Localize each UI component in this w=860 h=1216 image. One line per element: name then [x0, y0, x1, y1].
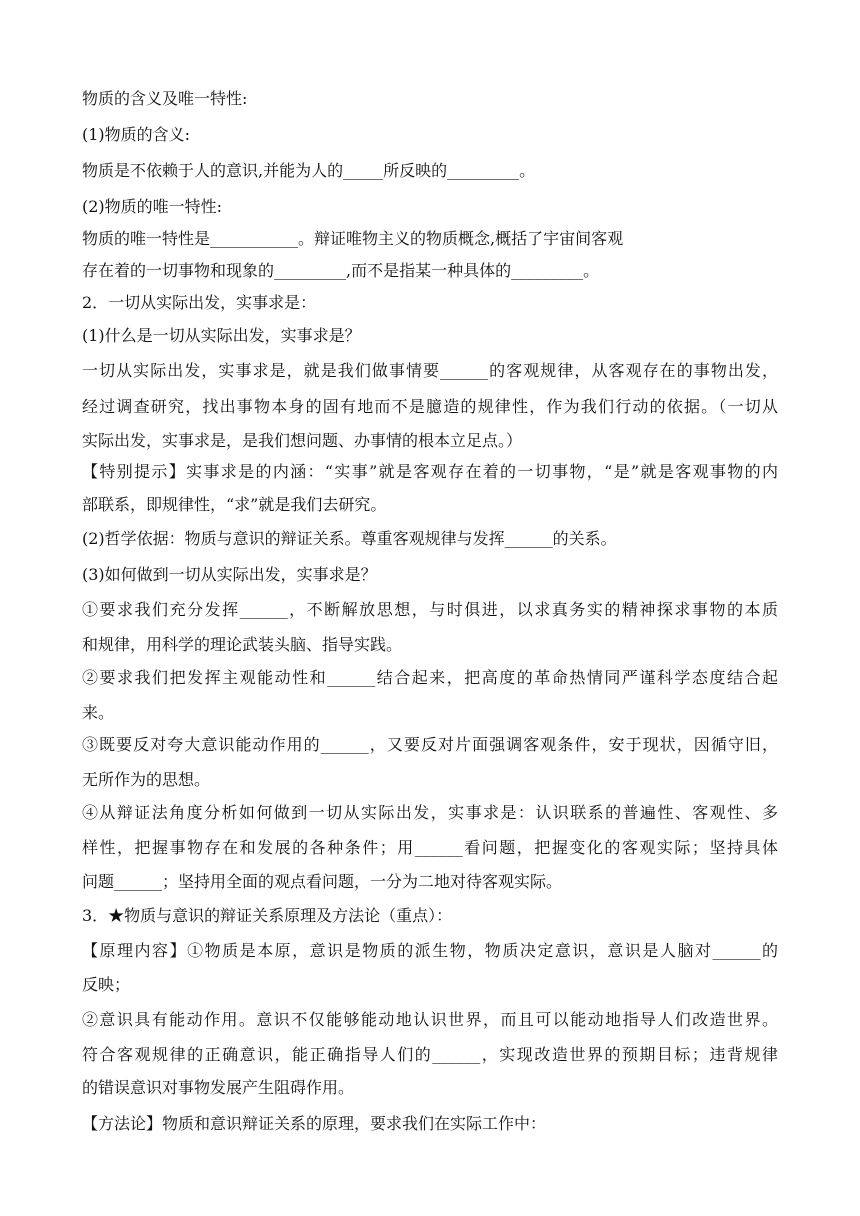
text-line: 【特别提示】实事求是的内涵：“实事”就是客观存在着的一切事物，“是”就是客观事物的内 — [82, 462, 778, 481]
text-line: (2)哲学依据：物质与意识的辩证关系。尊重客观规律与发挥______的关系。 — [82, 529, 617, 548]
text-line: 【方法论】物质和意识辩证关系的原理，要求我们在实际工作中： — [82, 1114, 547, 1133]
text-line: 样性，把握事物存在和发展的各种条件；用______看问题，把握变化的客观实际；坚持具体 — [82, 838, 778, 857]
text-line: 2．一切从实际出发，实事求是： — [82, 293, 317, 312]
text-line: ②要求我们把发挥主观能动性和______结合起来，把高度的革命热情同严谨科学态度结合起 — [82, 668, 778, 687]
text-line: 物质的含义及唯一特性: — [82, 89, 248, 108]
text-line: 和规律，用科学的理论武装头脑、指导实践。 — [82, 635, 403, 654]
text-line: ②意识具有能动作用。意识不仅能够能动地认识世界，而且可以能动地指导人们改造世界。 — [82, 1010, 778, 1029]
text-line: (1)什么是一切从实际出发，实事求是？ — [82, 326, 361, 345]
text-line: 反映； — [82, 975, 131, 994]
text-line: 实际出发，实事求是，是我们想问题、办事情的根本立足点。） — [82, 431, 523, 450]
text-line: 问题______；坚持用全面的观点看问题，一分为二地对待客观实际。 — [82, 872, 563, 891]
text-line: 一切从实际出发，实事求是，就是我们做事情要______的客观规律，从客观存在的事物出发， — [82, 361, 778, 380]
text-line: 来。 — [82, 703, 115, 722]
text-line: 的错误意识对事物发展产生阻碍作用。 — [82, 1078, 355, 1097]
text-line: 存在着的一切事物和现象的_________,而不是指某一种具体的_________。 — [82, 261, 600, 280]
text-line: (1)物质的含义: — [82, 125, 191, 144]
text-line: 经过调查研究，找出事物本身的固有地而不是臆造的规律性，作为我们行动的依据。（一切从 — [82, 397, 778, 416]
text-line: 无所作为的思想。 — [82, 770, 211, 789]
text-line: (2)物质的唯一特性: — [82, 197, 223, 216]
text-line: 【原理内容】①物质是本原，意识是物质的派生物，物质决定意识，意识是人脑对______的 — [82, 941, 778, 960]
text-line: ③既要反对夸大意识能动作用的______，又要反对片面强调客观条件，安于现状，因循守旧， — [82, 735, 778, 754]
text-line: 部联系，即规律性，“求”就是我们去研究。 — [82, 495, 387, 514]
text-line: 物质的唯一特性是___________。辩证唯物主义的物质概念,概括了宇宙间客观 — [82, 229, 624, 248]
text-line: ④从辩证法角度分析如何做到一切从实际出发，实事求是：认识联系的普遍性、客观性、多 — [82, 803, 778, 822]
text-line: ①要求我们充分发挥______，不断解放思想，与时俱进，以求真务实的精神探求事物的本质 — [82, 600, 778, 619]
text-line: 符合客观规律的正确意识，能正确指导人们的______，实现改造世界的预期目标；违背规律 — [82, 1045, 778, 1064]
text-line: (3)如何做到一切从实际出发，实事求是？ — [82, 565, 377, 584]
text-line: 物质是不依赖于人的意识,并能为人的_____所反映的_________。 — [82, 161, 536, 180]
text-line: 3．★物质与意识的辩证关系原理及方法论（重点）： — [82, 906, 453, 925]
